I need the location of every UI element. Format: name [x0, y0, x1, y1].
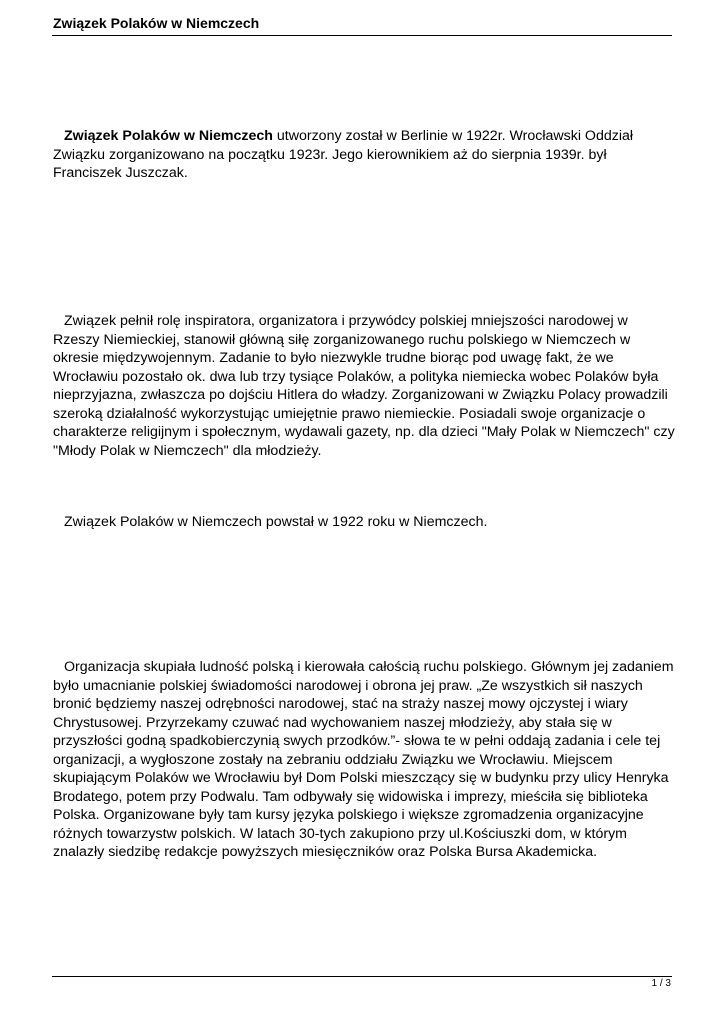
paragraph-1 [53, 127, 675, 183]
paragraph-3-text: Związek Polaków w Niemczech powstał w 1922 roku w Niemczech. [64, 514, 488, 530]
footer-divider [52, 976, 672, 977]
running-header: Związek Polaków w Niemczech [53, 15, 260, 31]
paragraph-1-text: utworzony został w Berlinie w 1922r. Wrocławski Oddział Związku zorganizowano na początku 1923r. Jego kierownikiem aż do sierpnia 1939r. był Franciszek Juszczak. [53, 128, 634, 181]
paragraph-1-lead: Związek Polaków w Niemczech [64, 128, 273, 144]
header-divider [52, 35, 672, 36]
paragraph-4-text: Organizacja skupiała ludność polską i kierowała całością ruchu polskiego. Głównym jej zadaniem było umacnianie polskiej świadomości narodowej i obrona jej praw. „Ze wszystkich sił naszych bronić będziemy naszej odrębności narodowej, stać na straży naszej mowy ojczystej i wiary Chrystusowej. Przyrzekamy czuwać nad wychowaniem naszej młodzieży, aby stała się w przyszłości godną spadkobierczynią swych przodków.”- słowa te w pełni oddają zadania i cele tej organizacji, a wygłoszone zostały na zebraniu oddziału Związku we Wrocławiu. Miejscem skupiającym Polaków we Wrocławiu był Dom Polski mieszczący się w budynku przy ulicy Henryka Brodatego, potem przy Podwalu. Tam odbywały się widowiska i imprezy, mieściła się biblioteka Polska. Organizowane były tam kursy języka polskiego i większe zgromadzenia organizacyjne różnych towarzystw polskich. W latach 30-tych zakupiono przy ul.Kościuszki dom, w którym znalazły siedzibę redakcje powyższych miesięczników oraz Polska Bursa Akademicka. [53, 659, 674, 860]
paragraph-3 [53, 513, 675, 532]
paragraph-2-text: Związek pełnił rolę inspiratora, organizatora i przywódcy polskiej mniejszości narodowej w Rzeszy Niemieckiej, stanowił główną siłę zorganizowanego ruchu polskiego w Niemczech w okresie międzywojennym. Zadanie to było niezwykle trudne biorąc pod uwagę fakt, że we Wrocławiu pozostało ok. dwa lub trzy tysiące Polaków, a polityka niemiecka wobec Polaków była nieprzyjazna, zwłaszcza po dojściu Hitlera do władzy. Zorganizowani w Związku Polacy prowadzili szeroką działalność wykorzystując umiejętnie prawo niemieckie. Posiadali swoje organizacje o charakterze religijnym i społecznym, wydawali gazety, np. dla dzieci "Mały Polak w Niemczech" czy "Młody Polak w Niemczech" dla młodzieży. [53, 313, 675, 459]
paragraph-2 [53, 312, 675, 460]
paragraph-4 [53, 658, 675, 862]
page-number: 1 / 3 [651, 978, 671, 989]
